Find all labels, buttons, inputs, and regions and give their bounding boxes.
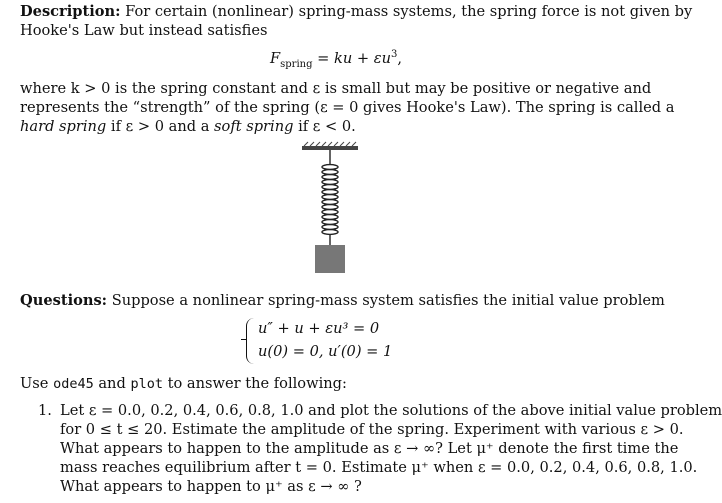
questions-label: Questions: bbox=[20, 292, 108, 309]
ceiling-icon bbox=[302, 142, 358, 150]
spring-coil-icon bbox=[322, 150, 338, 245]
item-line-1: Let ε = 0.0, 0.2, 0.4, 0.6, 0.8, 1.0 and plot the solutions of the above initial value problem bbox=[60, 402, 722, 419]
description-text-1: For certain (nonlinear) spring-mass systems, the spring force is not given by bbox=[125, 3, 693, 20]
mass-block-icon bbox=[315, 245, 345, 273]
description-para-line-1: where k > 0 is the spring constant and ε is small but may be positive or negative and bbox=[20, 80, 652, 97]
description-line-1 bbox=[20, 2, 693, 21]
spring-force-formula: $F_{spring}$ = ku + $\varepsilon u^3$, bbox=[270, 49, 402, 70]
item-line-4: mass reaches equilibrium after t = 0. Estimate μ⁺ when ε = 0.0, 0.2, 0.4, 0.6, 0.8, 1.0. bbox=[60, 459, 698, 476]
item-number: 1. bbox=[38, 402, 52, 419]
ivp-equation-1: u″ + u + εu³ = 0 bbox=[258, 320, 380, 337]
use-instruction: Use ode45 and plot to answer the following: bbox=[20, 375, 347, 392]
item-line-2: for 0 ≤ t ≤ 20. Estimate the amplitude of the spring. Experiment with various ε > 0. bbox=[60, 421, 684, 438]
item-line-5: What appears to happen to μ⁺ as ε → ∞ ? bbox=[60, 478, 362, 495]
description-para-line-2: represents the “strength” of the spring (ε = 0 gives Hooke's Law). The spring is called a bbox=[20, 99, 675, 116]
description-label: Description: bbox=[20, 3, 121, 20]
description-line-2: Hooke's Law but instead satisfies bbox=[20, 22, 268, 39]
ivp-equation-2: u(0) = 0, u′(0) = 1 bbox=[258, 343, 393, 360]
ode45-command: ode45 bbox=[53, 376, 94, 392]
left-brace-icon bbox=[246, 318, 255, 364]
plot-command: plot bbox=[130, 376, 163, 392]
description-para-line-3: hard spring if ε > 0 and a soft spring if ε < 0. bbox=[20, 118, 356, 135]
questions-intro: Suppose a nonlinear spring-mass system satisfies the initial value problem bbox=[111, 292, 665, 309]
questions-line bbox=[20, 291, 665, 310]
item-line-3: What appears to happen to the amplitude as ε → ∞? Let μ⁺ denote the first time the bbox=[60, 440, 679, 457]
spring-mass-illustration bbox=[290, 140, 370, 280]
